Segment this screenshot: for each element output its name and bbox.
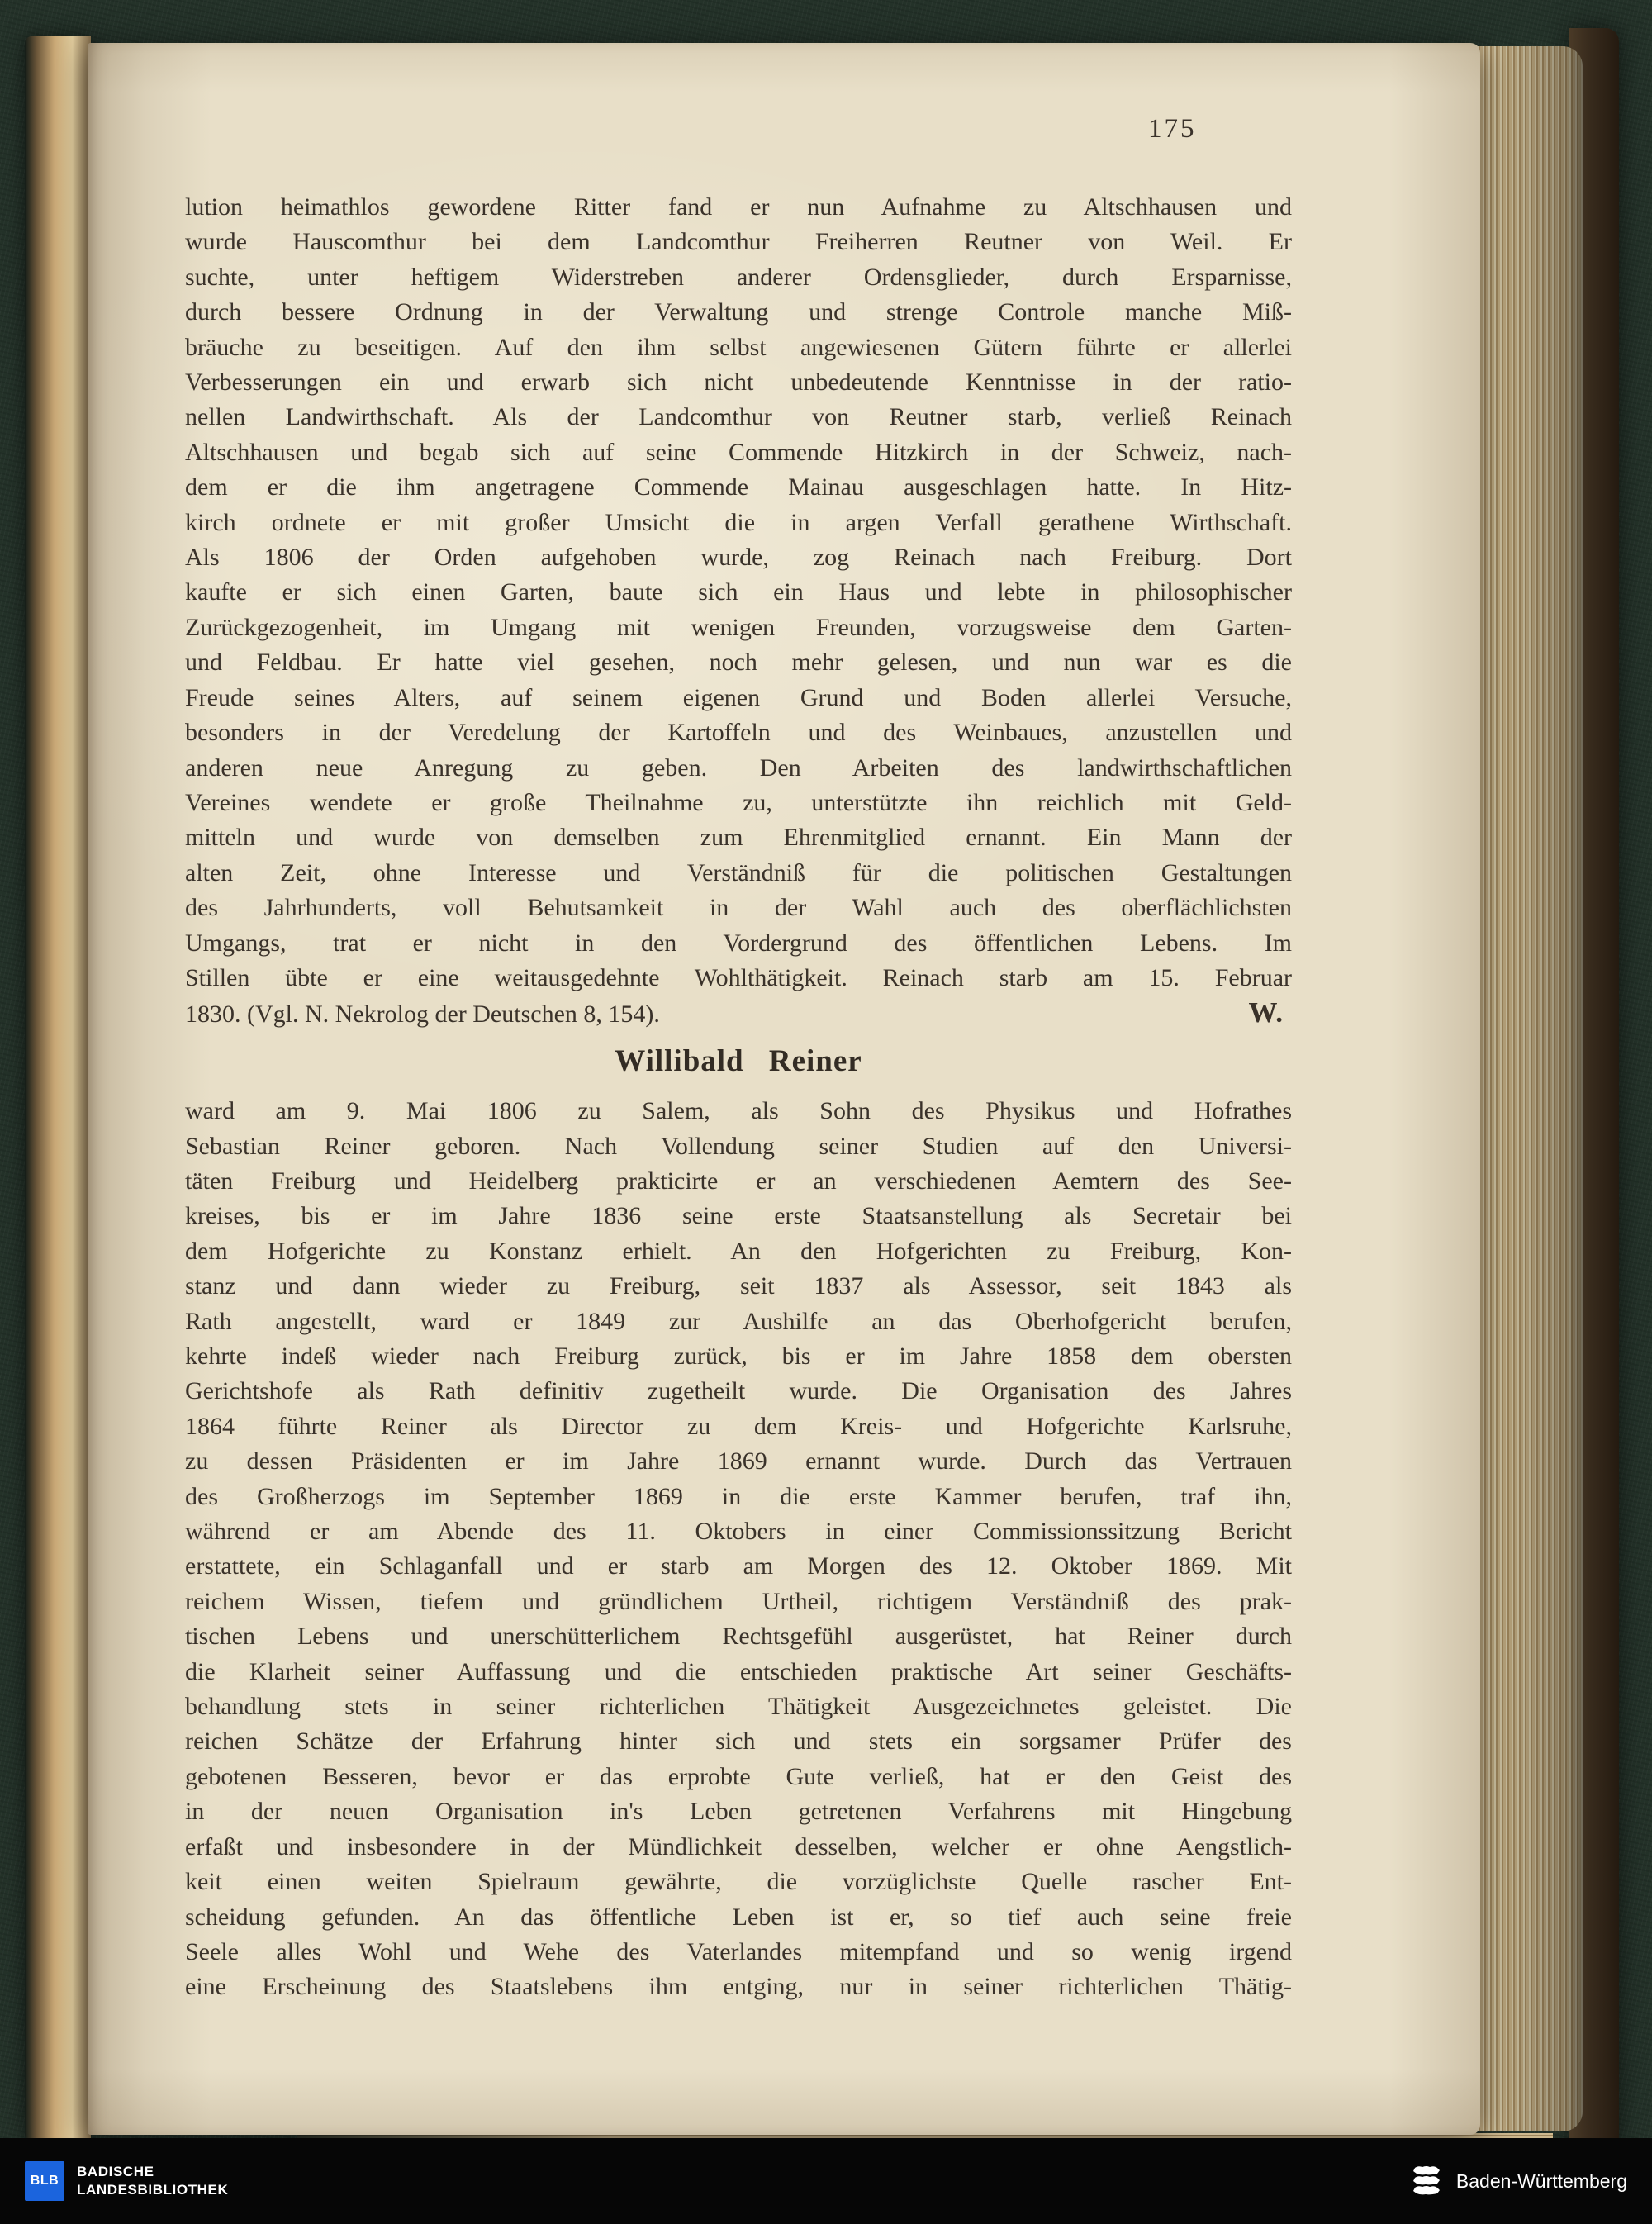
text-line: keit einen weiten Spielraum gewährte, die vorzüglichste Quelle rascher Ent- — [185, 1868, 1292, 1896]
text-line: Verbesserungen ein und erwarb sich nicht unbedeutende Kenntnisse in der ratio- — [185, 368, 1292, 397]
text-line: mitteln und wurde von demselben zum Ehrenmitglied ernannt. Ein Mann der — [185, 824, 1292, 852]
text-line: durch bessere Ordnung in der Verwaltung und strenge Controle manche Miß- — [185, 298, 1292, 326]
text-line: suchte, unter heftigem Widerstreben anderer Ordensglieder, durch Ersparnisse, — [185, 263, 1292, 291]
author-initial: W. — [1248, 996, 1284, 1029]
text-line: alten Zeit, ohne Interesse und Verständniß für die politischen Gestaltungen — [185, 858, 1292, 886]
scanned-book-page — [88, 43, 1480, 2135]
text-line: bräuche zu beseitigen. Auf den ihm selbst angewiesenen Gütern führte er allerlei — [185, 333, 1292, 361]
text-line: Stillen übte er eine weitausgedehnte Wohlthätigkeit. Reinach starb am 15. Februar — [185, 963, 1292, 991]
article-heading: Willibald Reiner — [615, 1043, 862, 1078]
text-line: Rath angestellt, ward er 1849 zur Aushilfe an das Oberhofgericht berufen, — [185, 1307, 1292, 1335]
reference-text: 1830. (Vgl. N. Nekrolog der Deutschen 8, 154). — [185, 1000, 660, 1029]
blb-logo-text: BLB — [30, 2174, 59, 2188]
text-line: behandlung stets in seiner richterlichen Thätigkeit Ausgezeichnetes geleistet. Die — [185, 1693, 1292, 1721]
text-line: in der neuen Organisation in's Leben getretenen Verfahrens mit Hingebung — [185, 1798, 1292, 1826]
state-branding-link[interactable] — [1412, 2165, 1627, 2198]
text-line: und Feldbau. Er hatte viel gesehen, noch mehr gelesen, und nun war es die — [185, 649, 1292, 677]
page-number: 175 — [1148, 114, 1197, 144]
text-line: anderen neue Anregung zu geben. Den Arbeiten des landwirthschaftlichen — [185, 753, 1292, 782]
text-line: wurde Hauscomthur bei dem Landcomthur Freiherren Reutner von Weil. Er — [185, 228, 1292, 256]
text-line: lution heimathlos gewordene Ritter fand er nun Aufnahme zu Altschhausen und — [185, 193, 1292, 221]
text-line: des Jahrhunderts, voll Behutsamkeit in der Wahl auch des oberflächlichsten — [185, 894, 1292, 922]
library-name-line1: BADISCHE — [77, 2163, 154, 2179]
paragraph-reinach-last-line — [185, 996, 1292, 1032]
text-line: eine Erscheinung des Staatslebens ihm entging, nur in seiner richterlichen Thätig- — [185, 1973, 1292, 2001]
text-line: reichem Wissen, tiefem und gründlichem Urtheil, richtigem Verständniß des prak- — [185, 1587, 1292, 1615]
text-line: kaufte er sich einen Garten, baute sich ein Haus und lebte in philosophischer — [185, 578, 1292, 606]
text-line: während er am Abende des 11. Oktobers in einer Commissionssitzung Bericht — [185, 1518, 1292, 1546]
page-stack-fore-edge — [1477, 46, 1583, 2131]
text-line: kehrte indeß wieder nach Freiburg zurück, bis er im Jahre 1858 dem obersten — [185, 1342, 1292, 1370]
text-line: Seele alles Wohl und Wehe des Vaterlandes mitempfand und so wenig irgend — [185, 1937, 1292, 1965]
text-line: täten Freiburg und Heidelberg prakticirte er an verschiedenen Aemtern des See- — [185, 1167, 1292, 1195]
text-line: scheidung gefunden. An das öffentliche Leben ist er, so tief auch seine freie — [185, 1903, 1292, 1931]
library-branding-link[interactable] — [25, 2161, 228, 2201]
paragraph-reiner — [185, 1094, 1292, 2005]
text-line: die Klarheit seiner Auffassung und die entschieden praktische Art seiner Geschäfts- — [185, 1657, 1292, 1685]
text-line: stanz und dann wieder zu Freiburg, seit 1837 als Assessor, seit 1843 als — [185, 1272, 1292, 1300]
state-name: Baden-Württemberg — [1455, 2169, 1627, 2192]
text-line: dem Hofgerichte zu Konstanz erhielt. An den Hofgerichten zu Freiburg, Kon- — [185, 1237, 1292, 1265]
text-line: des Großherzogs im September 1869 in die erste Kammer berufen, traf ihn, — [185, 1482, 1292, 1510]
viewer-footer — [0, 2138, 1652, 2224]
text-line: kreises, bis er im Jahre 1836 seine erste Staatsanstellung als Secretair bei — [185, 1202, 1292, 1230]
book-spine-pages — [25, 36, 91, 2141]
text-line: Freude seines Alters, auf seinem eigenen Grund und Boden allerlei Versuche, — [185, 683, 1292, 711]
text-line: ward am 9. Mai 1806 zu Salem, als Sohn des Physikus und Hofrathes — [185, 1097, 1292, 1125]
text-line: tischen Lebens und unerschütterlichem Rechtsgefühl ausgerüstet, hat Reiner durch — [185, 1623, 1292, 1651]
text-line: besonders in der Veredelung der Kartoffeln und des Weinbaues, anzustellen und — [185, 719, 1292, 747]
library-name-line2: LANDESBIBLIOTHEK — [77, 2182, 229, 2198]
text-line: Vereines wendete er große Theilnahme zu, unterstützte ihn reichlich mit Geld- — [185, 788, 1292, 816]
paragraph-reinach — [185, 190, 1292, 996]
text-line: dem er die ihm angetragene Commende Mainau ausgeschlagen hatte. In Hitz- — [185, 473, 1292, 501]
blb-logo — [25, 2161, 64, 2201]
text-line: Umgangs, trat er nicht in den Vordergrund des öffentlichen Lebens. Im — [185, 929, 1292, 957]
text-line: Als 1806 der Orden aufgehoben wurde, zog Reinach nach Freiburg. Dort — [185, 544, 1292, 572]
baden-wuerttemberg-coat-of-arms-icon — [1412, 2165, 1445, 2198]
text-line: Gerichtshofe als Rath definitiv zugetheilt wurde. Die Organisation des Jahres — [185, 1377, 1292, 1405]
text-line: Zurückgezogenheit, im Umgang mit wenigen Freunden, vorzugsweise dem Garten- — [185, 613, 1292, 641]
text-line: nellen Landwirthschaft. Als der Landcomthur von Reutner starb, verließ Reinach — [185, 403, 1292, 431]
text-line: erfaßt und insbesondere in der Mündlichkeit desselben, welcher er ohne Aengstlich- — [185, 1832, 1292, 1860]
library-name — [77, 2163, 228, 2199]
text-line: zu dessen Präsidenten er im Jahre 1869 ernannt wurde. Durch das Vertrauen — [185, 1447, 1292, 1476]
text-line: gebotenen Besseren, bevor er das erprobte Gute verließ, hat er den Geist des — [185, 1762, 1292, 1790]
text-line: Altschhausen und begab sich auf seine Commende Hitzkirch in der Schweiz, nach- — [185, 438, 1292, 466]
page-text-block — [185, 190, 1292, 2005]
text-line: kirch ordnete er mit großer Umsicht die in argen Verfall gerathene Wirthschaft. — [185, 508, 1292, 536]
text-line: erstattete, ein Schlaganfall und er starb am Morgen des 12. Oktober 1869. Mit — [185, 1552, 1292, 1580]
text-line: Sebastian Reiner geboren. Nach Vollendung seiner Studien auf den Universi- — [185, 1132, 1292, 1160]
text-line: reichen Schätze der Erfahrung hinter sich und stets ein sorgsamer Prüfer des — [185, 1727, 1292, 1756]
text-line: 1864 führte Reiner als Director zu dem Kreis- und Hofgerichte Karlsruhe, — [185, 1412, 1292, 1440]
